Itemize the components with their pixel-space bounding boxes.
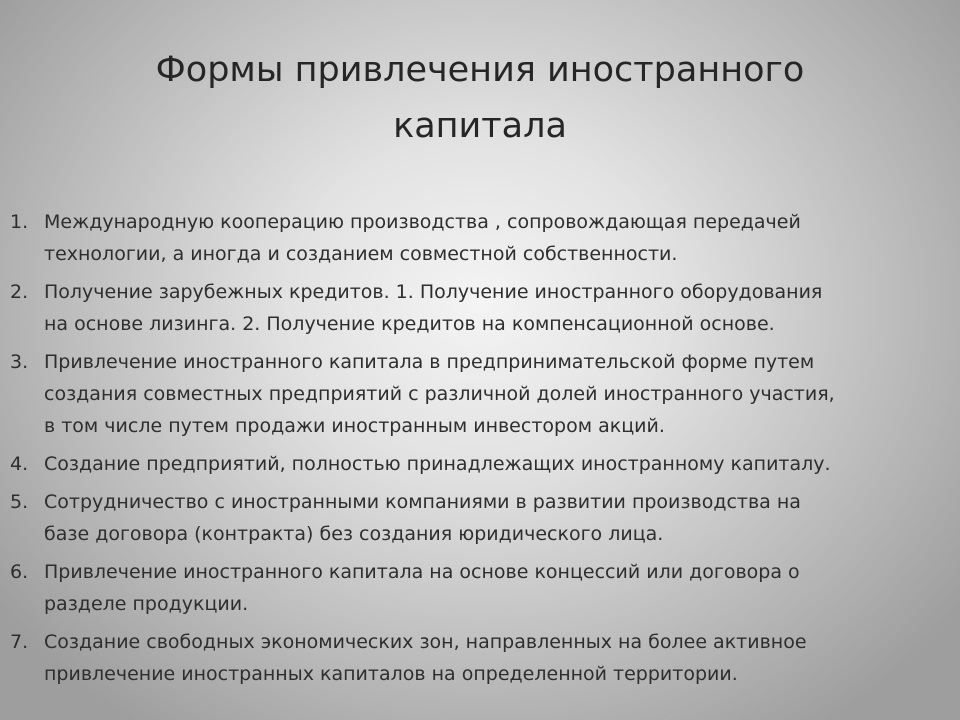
list-item-number: 3. [10, 351, 29, 373]
list-item-number: 4. [10, 453, 29, 475]
list-item [10, 276, 940, 340]
list-item [10, 486, 940, 550]
list-item [10, 626, 940, 690]
list-item-text: Привлечение иностранного капитала на основе концессий или договора о разделе продукции. [44, 561, 800, 615]
list-item-text: Создание предприятий, полностью принадлежащих иностранному капиталу. [44, 453, 831, 475]
list-item [10, 448, 940, 480]
list-item-number: 6. [10, 561, 29, 583]
list-item-number: 5. [10, 491, 29, 513]
list-item-number: 1. [10, 211, 29, 233]
slide-title-line-1: Формы привлечения иностранного [155, 50, 805, 90]
list-item [10, 206, 940, 270]
slide-title [80, 42, 880, 154]
slide-title-line-2: капитала [393, 106, 567, 146]
list-item-number: 7. [10, 631, 29, 653]
list-item [10, 346, 940, 442]
list-item [10, 556, 940, 620]
forms-list [10, 206, 940, 696]
list-item-text: Создание свободных экономических зон, направленных на более активное привлечение иностранных капиталов на определенной территории. [44, 631, 807, 685]
list-item-text: Международную кооперацию производства , сопровождающая передачей технологии, а иногда и созданием совместной собственности. [44, 211, 801, 265]
list-item-text: Получение зарубежных кредитов. 1. Получение иностранного оборудования на основе лизинга. 2. Получение кредитов на компенсационной основе. [44, 281, 823, 335]
list-item-number: 2. [10, 281, 29, 303]
list-item-text: Привлечение иностранного капитала в предпринимательской форме путем создания совместных предприятий с различной долей иностранного участия, в том числе путем продажи иностранным инвестором акций. [44, 351, 835, 437]
list-item-text: Сотрудничество с иностранными компаниями в развитии производства на базе договора (контракта) без создания юридического лица. [44, 491, 801, 545]
